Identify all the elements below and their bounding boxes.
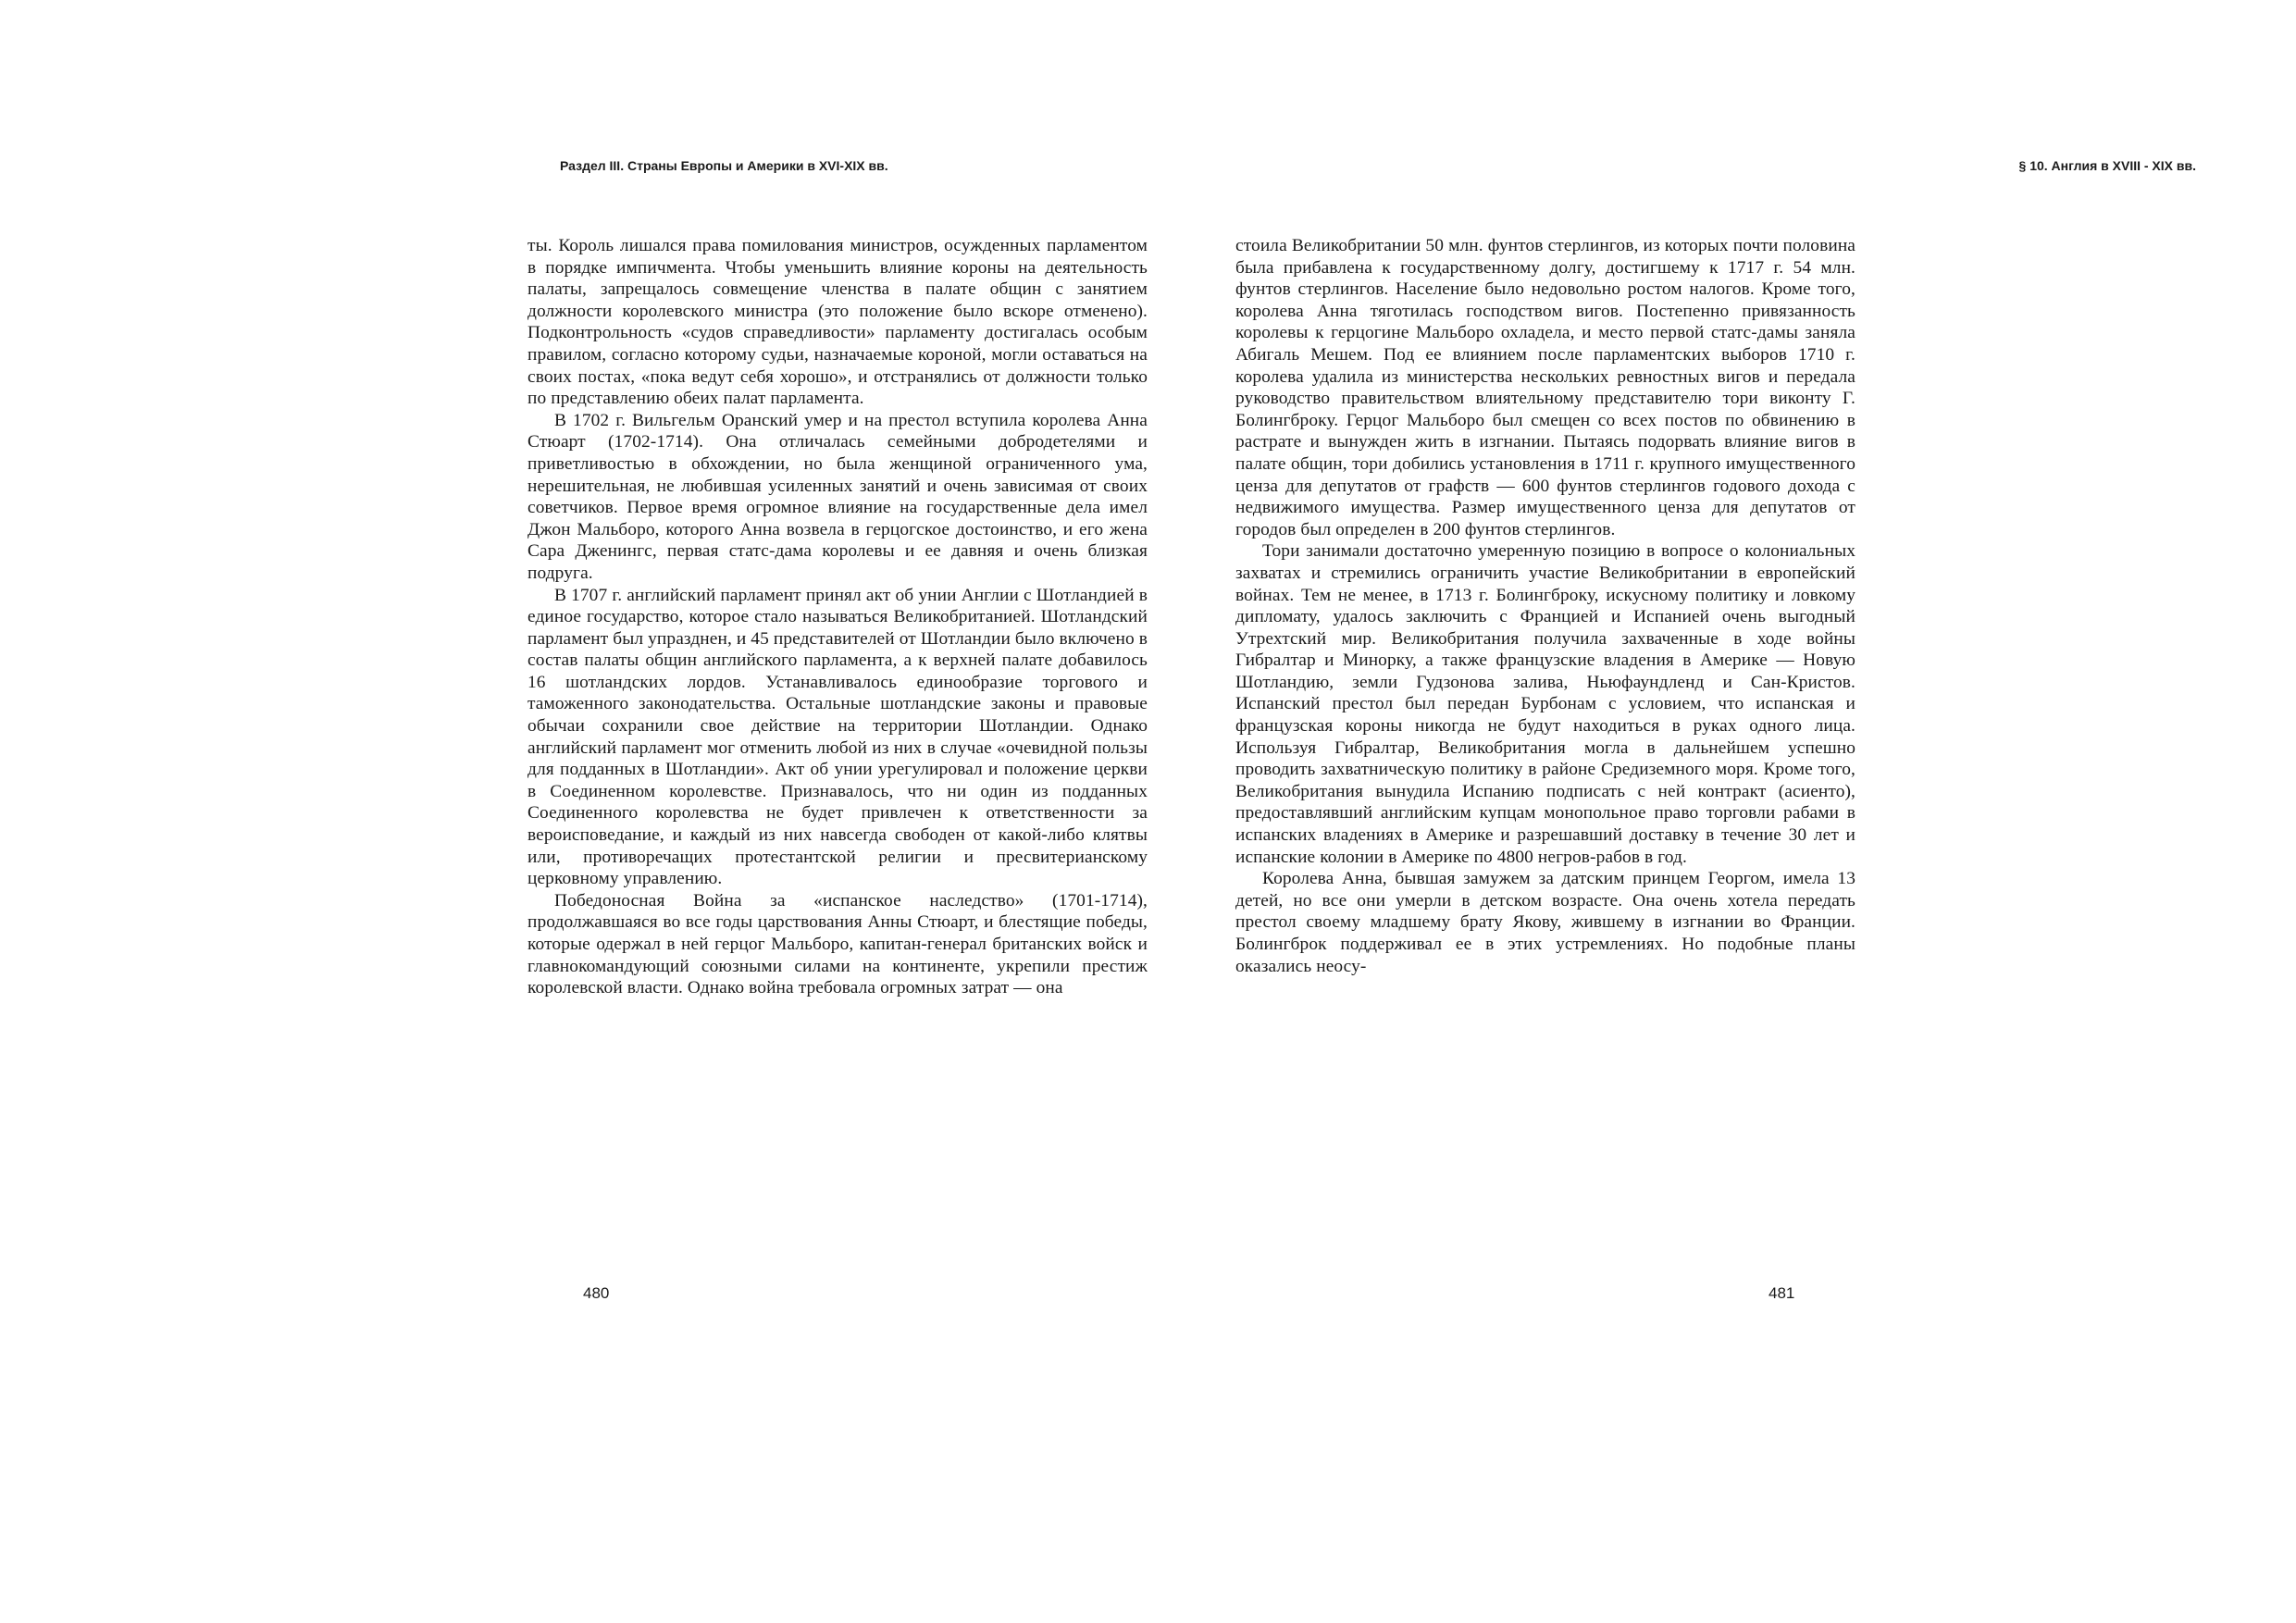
page-number: 480 xyxy=(583,1284,610,1302)
body-text xyxy=(527,235,1148,999)
body-text xyxy=(1235,235,1855,977)
running-head: Раздел III. Страны Европы и Америки в XVI-XIX вв. xyxy=(560,158,888,173)
right-page xyxy=(1148,0,2295,1623)
paragraph: Тори занимали достаточно умеренную позицию в вопросе о колониальных захватах и стремились ограничить участие Великобритании в европейский войнах. Тем не менее, в 1713 г. Болингброку, искусному политику и ловкому дипломату, удалось заключить с Францией и Испанией очень выгодный Утрехтский мир. Великобритания получила захваченные в ходе войны Гибралтар и Минорку, а также французские владения в Америке — Новую Шотландию, земли Гудзонова залива, Ньюфаундленд и Сан-Кристов. Испанский престол был передан Бурбонам с условием, что испанская и французская короны никогда не будут находиться в руках одного лица. Используя Гибралтар, Великобритания могла в дальнейшем успешно проводить захватническую политику в районе Средиземного моря. Кроме того, Великобритания вынудила Испанию подписать с ней контракт (асиенто), предоставлявший английским купцам монопольное право торговли рабами в испанских владениях в Америке и разрешавший доставку в течение 30 лет и испанские колонии в Америке по 4800 негров-рабов в год. xyxy=(1235,541,1855,867)
paragraph: Победоносная Война за «испанское наследство» (1701-1714), продолжавшаяся во все годы царствования Анны Стюарт, и блестящие победы, которые одержал в ней герцог Мальборо, капитан-генерал британских войск и главнокомандующий союзными силами на континенте, укрепили престиж королевской власти. Однако война требовала огромных затрат — она xyxy=(527,890,1148,998)
paragraph: Королева Анна, бывшая замужем за датским принцем Георгом, имела 13 детей, но все они умерли в детском возрасте. Она очень хотела передать престол своему младшему брату Якову, жившему в изгнании во Франции. Болингброк поддерживал ее в этих устремлениях. Но подобные планы оказались неосу- xyxy=(1235,869,1855,976)
paragraph: ты. Король лишался права помилования министров, осужденных парламентом в порядке импичмента. Чтобы уменьшить влияние короны на деятельность палаты, запрещалось совмещение членства в палате общин с занятием должности королевского министра (это положение было вскоре отменено). Подконтрольность «судов справедливости» парламенту достигалась особым правилом, согласно которому судьи, назначаемые короной, могли оставаться на своих постах, «пока ведут себя хорошо», и отстранялись от должности только по представлению обеих палат парламента. xyxy=(527,236,1148,409)
paragraph: В 1707 г. английский парламент принял акт об унии Англии с Шотландией в единое государство, которое стало называться Великобританией. Шотландский парламент был упразднен, и 45 представителей от Шотландии было включено в состав палаты общин английского парламента, а к верхней палате добавилось 16 шотландских лордов. Устанавливалось единообразие торгового и таможенного законодательства. Остальные шотландские законы и правовые обычаи сохранили свое действие на территории Шотландии. Однако английский парламент мог отменить любой из них в случае «очевидной пользы для подданных в Шотландии». Акт об унии урегулировал и положение церкви в Соединенном королевстве. Признавалось, что ни один из подданных Соединенного королевства не будет привлечен к ответственности за вероисповедание, и каждый из них навсегда свободен от какой-либо клятвы или, противоречащих протестантской религии и пресвитерианскому церковному управлению. xyxy=(527,585,1148,889)
running-head: § 10. Англия в XVIII - XIX вв. xyxy=(2018,158,2196,173)
paragraph: стоила Великобритании 50 млн. фунтов стерлингов, из которых почти половина была прибавлена к государственному долгу, достигшему к 1717 г. 54 млн. фунтов стерлингов. Население было недовольно ростом налогов. Кроме того, королева Анна тяготилась господством вигов. Постепенно привязанность королевы к герцогине Мальборо охладела, и место первой статс-дамы заняла Абигаль Мешем. Под ее влиянием после парламентских выборов 1710 г. королева удалила из министерства нескольких ревностных вигов и передала руководство правительством влиятельному представителю тори виконту Г. Болингброку. Герцог Мальборо был смещен со всех постов по обвинению в растрате и вынужден жить в изгнании. Пытаясь подорвать влияние вигов в палате общин, тори добились установления в 1711 г. крупного имущественного ценза для депутатов от графств — 600 фунтов стерлингов годового дохода с недвижимого имущества. Размер имущественного ценза для депутатов от городов был определен в 200 фунтов стерлингов. xyxy=(1235,236,1855,539)
paragraph: В 1702 г. Вильгельм Оранский умер и на престол вступила королева Анна Стюарт (1702-1714). Она отличалась семейными добродетелями и приветливостью в обхождении, но была женщиной ограниченного ума, нерешительная, не любившая усиленных занятий и очень зависимая от своих советчиков. Первое время огромное влияние на государственные дела имел Джон Мальборо, которого Анна возвела в герцогское достоинство, и его жена Сара Дженингс, первая статс-дама королевы и ее давняя и очень близкая подруга. xyxy=(527,410,1148,583)
page-number: 481 xyxy=(1769,1284,1795,1302)
